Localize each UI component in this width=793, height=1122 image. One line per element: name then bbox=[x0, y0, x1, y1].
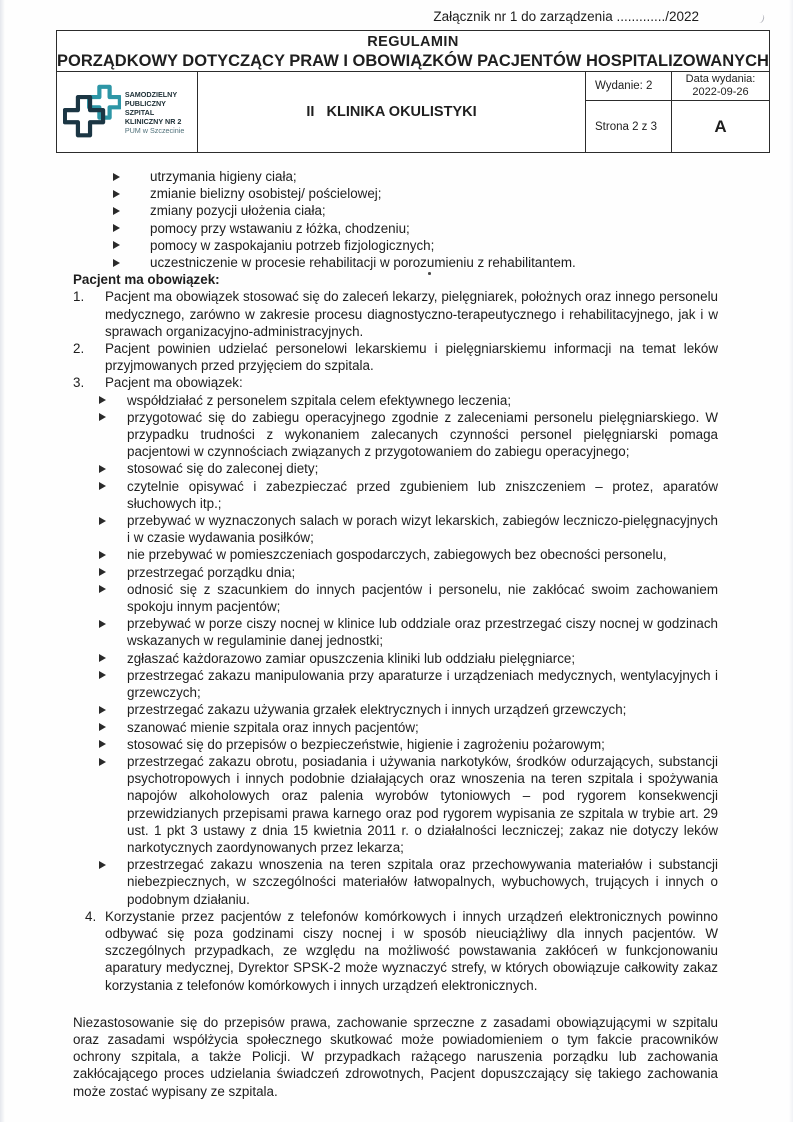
document-title: REGULAMIN bbox=[367, 34, 459, 50]
issue-date-value: 2022-09-26 bbox=[692, 86, 749, 98]
list-item bbox=[0, 512, 793, 546]
arrow-bullet-icon bbox=[99, 723, 106, 731]
arrow-bullet-icon bbox=[99, 482, 106, 490]
item-text: Pacjent ma obowiązek stosować się do zaleceń lekarzy, pielęgniarek, położnych oraz innego personelu medycznego, zarówno w zakresie procesu diagnostyczno-terapeutycznego i rehabilitacyjnego, jak i w sprawach organizacyjno-administracyjnych. bbox=[105, 289, 718, 339]
arrow-bullet-icon bbox=[113, 224, 120, 232]
org-line: SAMODZIELNY bbox=[124, 89, 178, 99]
bullet-text: zmiany pozycji ułożenia ciała; bbox=[150, 203, 326, 219]
list-item bbox=[0, 667, 793, 701]
arrow-bullet-icon bbox=[99, 465, 106, 473]
list-item bbox=[0, 753, 793, 856]
section-heading: Pacjent ma obowiązek: bbox=[73, 272, 220, 288]
title-cell bbox=[57, 31, 769, 72]
bullet-text: stosować się do przepisów o bezpieczeństwie, higienie i zagrożeniu pożarowym; bbox=[127, 736, 605, 752]
numbered-item-2 bbox=[0, 340, 793, 374]
bullet-text: przestrzegać zakazu używania grzałek elektrycznych i innych urządzeń grzewczych; bbox=[127, 702, 627, 718]
attachment-note: Załącznik nr 1 do zarządzenia ............./2022 bbox=[433, 9, 699, 24]
list-item bbox=[0, 460, 793, 477]
item-number: 4. bbox=[85, 908, 97, 924]
list-item bbox=[0, 168, 793, 185]
item-number: 1. bbox=[73, 289, 85, 305]
list-item bbox=[0, 254, 793, 271]
document-subtitle: PORZĄDKOWY DOTYCZĄCY PRAW I OBOWIĄZKÓW PACJENTÓW HOSPITALIZOWANYCH bbox=[57, 52, 769, 70]
bullet-text: przebywać w wyznaczonych salach w porach wizyt lekarskich, zabiegów leczniczo-pielęgnacyjnych i w czasie wydawania posiłków; bbox=[127, 513, 718, 546]
arrow-bullet-icon bbox=[99, 740, 106, 748]
bullet-text: przestrzegać zakazu wnoszenia na teren szpitala oraz przechowywania materiałów i substancji niebezpiecznych, w szczególności materiałów łatwopalnych, wybuchowych, trujących i innych o podobnym działaniu. bbox=[127, 857, 718, 907]
list-item bbox=[0, 202, 793, 219]
arrow-bullet-icon bbox=[99, 413, 106, 421]
bullet-text: szanować mienie szpitala oraz innych pacjentów; bbox=[127, 719, 419, 735]
list-item bbox=[0, 650, 793, 667]
document-body bbox=[0, 168, 793, 1100]
list-item bbox=[0, 615, 793, 649]
bullet-text: zgłaszać każdorazowo zamiar opuszczenia kliniki lub oddziału pielęgniarce; bbox=[127, 650, 576, 666]
bullet-text: utrzymania higieny ciała; bbox=[150, 169, 297, 184]
bullet-text: odnosić się z szacunkiem do innych pacjentów i personelu, nie zakłócać swoim zachowaniem spokoju innym pacjentów; bbox=[127, 581, 718, 615]
bullet-text: współdziałać z personelem szpitala celem efektywnego leczenia; bbox=[127, 392, 512, 408]
edition-cell: Wydanie: 2 bbox=[586, 72, 672, 101]
arrow-bullet-icon bbox=[99, 620, 106, 628]
item-number: 3. bbox=[73, 375, 85, 391]
bullet-text: pomocy przy wstawaniu z łóżka, chodzeniu; bbox=[150, 220, 410, 236]
intro-bullet-list bbox=[0, 168, 793, 271]
arrow-bullet-icon bbox=[99, 517, 106, 525]
arrow-bullet-icon bbox=[113, 173, 120, 181]
list-item bbox=[0, 564, 793, 581]
bullet-text: przestrzegać zakazu obrotu, posiadania i używania narkotyków, środków odurzających, substancji psychotropowych i innych podobnie działających oraz wnoszenia na teren szpitala i spożywania napojów alkoholowych oraz palenia wyrobów tytoniowych – pod rygorem konsekwencji przewidzianych przepisami prawa karnego oraz pod rygorem wypisania ze szpitala w trybie art. 29 ust. 1 pkt 3 ustawy z dnia 15 kwietnia 2011 r. o działalności leczniczej; zakaz nie dotyczy leków narkotycznych zaordynowanych przez lekarza; bbox=[127, 753, 718, 855]
list-item bbox=[0, 546, 793, 563]
org-line: PUBLICZNY SZPITAL bbox=[124, 98, 166, 117]
item-text: Pacjent powinien udzielać personelowi lekarskiemu i pielęgniarskiemu informacji na temat leków przyjmowanych przed przyjęciem do szpitala. bbox=[105, 341, 718, 374]
list-item bbox=[0, 409, 793, 461]
hospital-cross-icon bbox=[63, 81, 121, 143]
bullet-text: przestrzegać porządku dnia; bbox=[127, 564, 296, 580]
list-item bbox=[0, 581, 793, 615]
list-item bbox=[0, 719, 793, 736]
clinic-name: II KLINIKA OKULISTYKI bbox=[198, 72, 586, 152]
arrow-bullet-icon bbox=[113, 241, 120, 249]
arrow-bullet-icon bbox=[99, 585, 106, 593]
numbered-item-1 bbox=[0, 288, 793, 340]
list-item bbox=[0, 220, 793, 237]
arrow-bullet-icon bbox=[99, 706, 106, 714]
organization-name bbox=[125, 90, 197, 135]
bullet-text: czytelnie opisywać i zabezpieczać przed zgubieniem lub zniszczeniem – protez, aparatów słuchowych itp.; bbox=[127, 478, 718, 511]
arrow-bullet-icon bbox=[99, 671, 106, 679]
list-item bbox=[0, 701, 793, 718]
org-line: PUM w Szczecinie bbox=[124, 125, 185, 135]
arrow-bullet-icon bbox=[99, 654, 106, 662]
hospital-logo bbox=[57, 72, 198, 152]
list-item bbox=[0, 185, 793, 202]
arrow-bullet-icon bbox=[113, 190, 120, 198]
arrow-bullet-icon bbox=[99, 758, 106, 766]
arrow-bullet-icon bbox=[99, 568, 106, 576]
list-item bbox=[0, 392, 793, 409]
issue-date-cell bbox=[672, 72, 769, 101]
obligations-bullet-list bbox=[0, 392, 793, 908]
list-item bbox=[0, 856, 793, 908]
arrow-bullet-icon bbox=[113, 259, 120, 267]
bullet-text: przestrzegać zakazu manipulowania przy aparaturze i urządzeniach medycznych, wentylacyjnych i grzewczych; bbox=[127, 667, 718, 701]
arrow-bullet-icon bbox=[99, 551, 106, 559]
item-text: Korzystanie przez pacjentów z telefonów komórkowych i innych urządzeń elektronicznych powinno odbywać się poza godzinami ciszy nocnej i w sposób nieuciążliwy dla innych pacjentów. W szczególnych przypadkach, ze względu na możliwość powstawania zakłóceń w funkcjonowaniu aparatury medycznej, Dyrektor SPSK-2 może wyznaczyć strefy, w których obowiązuje całkowity zakaz korzystania z telefonów komórkowych i innych urządzeń elektronicznych. bbox=[105, 908, 718, 993]
page-number-cell: Strona 2 z 3 bbox=[586, 101, 672, 152]
bullet-text: stosować się do zaleconej diety; bbox=[127, 461, 319, 477]
list-item bbox=[0, 736, 793, 753]
category-cell: A bbox=[714, 116, 727, 136]
arrow-bullet-icon bbox=[99, 396, 106, 404]
list-item bbox=[0, 237, 793, 254]
bullet-text: zmianie bielizny osobistej/ pościelowej; bbox=[150, 186, 382, 202]
issue-date-label: Data wydania: bbox=[685, 73, 756, 85]
org-line: KLINICZNY NR 2 bbox=[124, 116, 182, 126]
numbered-item-4 bbox=[0, 908, 793, 994]
bullet-text: pomocy w zaspokajaniu potrzeb fizjologicznych; bbox=[150, 237, 435, 253]
bullet-text: nie przebywać w pomieszczeniach gospodarczych, zabiegowych bez obecności personelu, bbox=[127, 547, 667, 563]
item-number: 2. bbox=[73, 341, 85, 357]
list-item bbox=[0, 478, 793, 512]
pencil-mark-artifact bbox=[756, 13, 766, 24]
closing-paragraph: Niezastosowanie się do przepisów prawa, zachowanie sprzeczne z zasadami obowiązującymi w szpitalu oraz zasadami współżycia społecznego skutkować może powiadomieniem o tym fakcie pracowników ochrony szpitala, a także Policji. W przypadkach rażącego naruszenia porządku lub zachowania zakłócającego proces udzielania świadczeń zdrowotnych, Pacjent dopuszczający się takiego zachowania może zostać wypisany ze szpitala. bbox=[73, 1014, 718, 1099]
header-table bbox=[56, 30, 770, 153]
arrow-bullet-icon bbox=[113, 207, 120, 215]
arrow-bullet-icon bbox=[99, 861, 106, 869]
numbered-item-3 bbox=[0, 374, 793, 391]
item-text: Pacjent ma obowiązek: bbox=[105, 375, 243, 391]
bullet-text: przygotować się do zabiegu operacyjnego zgodnie z zaleceniami personelu pielęgniarskiego. W przypadku trudności z wykonaniem zalecanych czynności personel pielęgniarski pomaga pacjentowi w czynnościach związanych z przygotowaniem do zabiegu operacyjnego; bbox=[127, 409, 718, 460]
bullet-text: uczestniczenie w procesie rehabilitacji w porozumieniu z rehabilitantem. bbox=[150, 255, 576, 271]
bullet-text: przebywać w porze ciszy nocnej w klinice lub oddziale oraz przestrzegać ciszy nocnej w godzinach wskazanych w regulaminie danej jednostki; bbox=[127, 616, 718, 649]
